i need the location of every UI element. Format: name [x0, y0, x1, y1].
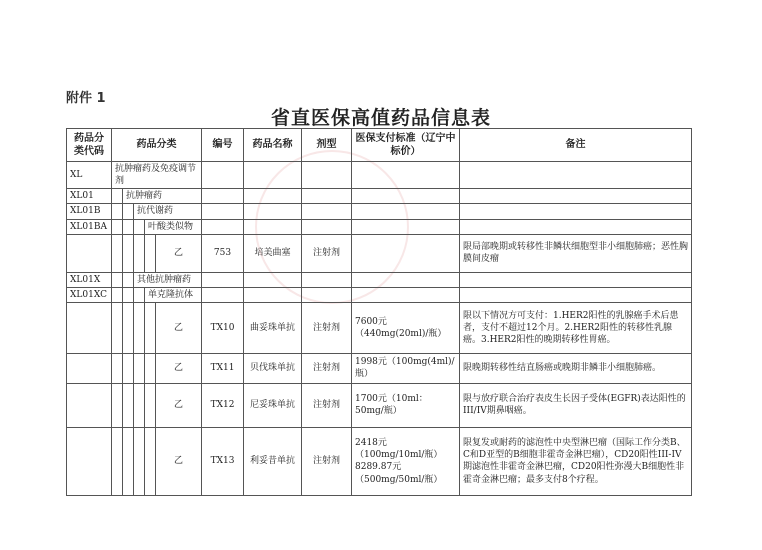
header-code: 药品分类代码	[67, 129, 112, 162]
code-cell: XL01	[67, 189, 112, 204]
drug-name-cell: 尼妥珠单抗	[244, 383, 302, 427]
table-row	[67, 162, 692, 189]
category-cell: 抗代谢药	[134, 204, 202, 219]
standard-cell: 1998元（100mg(4ml)/瓶）	[352, 353, 460, 383]
code-cell: XL	[67, 162, 112, 189]
table-header-row	[67, 129, 692, 162]
table-row	[67, 234, 692, 272]
grade-cell: 乙	[156, 234, 202, 272]
drug-name-cell: 贝伐珠单抗	[244, 353, 302, 383]
remarks-cell: 限以下情况方可支付：1.HER2阳性的乳腺癌手术后患者，支付不超过12个月。2.HER2阳性的转移性乳腺癌。3.HER2阳性的晚期转移性胃癌。	[460, 302, 692, 353]
code-cell: XL01X	[67, 272, 112, 287]
number-cell: TX10	[202, 302, 244, 353]
code-cell: XL01B	[67, 204, 112, 219]
drug-name-cell: 曲妥珠单抗	[244, 302, 302, 353]
form-cell: 注射剂	[302, 353, 352, 383]
standard-cell: 2418元（100mg/10ml/瓶）8289.87元（500mg/50ml/瓶）	[352, 427, 460, 495]
form-cell: 注射剂	[302, 302, 352, 353]
drug-info-table	[66, 128, 692, 496]
grade-cell: 乙	[156, 302, 202, 353]
page-title: 省直医保高值药品信息表	[270, 107, 491, 129]
drug-name-cell: 培美曲塞	[244, 234, 302, 272]
remarks-cell: 限复发或耐药的滤泡性中央型淋巴瘤（国际工作分类B、C和D亚型的B细胞非霍奇金淋巴瘤），CD20阳性III-IV期滤泡性非霍奇金淋巴瘤，CD20阳性弥漫大B细胞性非霍奇金淋巴瘤；最多支付8个疗程。	[460, 427, 692, 495]
remarks-cell: 限局部晚期或转移性非鳞状细胞型非小细胞肺癌；恶性胸膜间皮瘤	[460, 234, 692, 272]
table-row	[67, 204, 692, 219]
table-row	[67, 383, 692, 427]
grade-cell: 乙	[156, 383, 202, 427]
category-cell: 叶酸类似物	[145, 219, 202, 234]
code-cell: XL01BA	[67, 219, 112, 234]
number-cell: TX12	[202, 383, 244, 427]
number-cell: TX11	[202, 353, 244, 383]
form-cell: 注射剂	[302, 383, 352, 427]
number-cell: 753	[202, 234, 244, 272]
table-row	[67, 287, 692, 302]
table-row	[67, 219, 692, 234]
header-name: 药品名称	[244, 129, 302, 162]
category-cell: 抗肿瘤药	[123, 189, 202, 204]
attachment-label: 附件 1	[66, 91, 106, 106]
form-cell: 注射剂	[302, 234, 352, 272]
remarks-cell: 限与放疗联合治疗表皮生长因子受体(EGFR)表达阳性的III/IV期鼻咽癌。	[460, 383, 692, 427]
table-row	[67, 427, 692, 495]
table-row	[67, 272, 692, 287]
code-cell: XL01XC	[67, 287, 112, 302]
header-number: 编号	[202, 129, 244, 162]
table-row	[67, 302, 692, 353]
category-cell: 其他抗肿瘤药	[134, 272, 202, 287]
category-cell: 抗肿瘤药及免疫调节剂	[112, 162, 202, 189]
standard-cell: 7600元（440mg(20ml)/瓶）	[352, 302, 460, 353]
header-category: 药品分类	[112, 129, 202, 162]
drug-name-cell: 利妥昔单抗	[244, 427, 302, 495]
header-form: 剂型	[302, 129, 352, 162]
standard-cell: 1700元（10ml：50mg/瓶）	[352, 383, 460, 427]
category-cell: 单克隆抗体	[145, 287, 202, 302]
form-cell: 注射剂	[302, 427, 352, 495]
table-row	[67, 353, 692, 383]
header-standard: 医保支付标准（辽宁中标价）	[352, 129, 460, 162]
header-remarks: 备注	[460, 129, 692, 162]
remarks-cell: 限晚期转移性结直肠癌或晚期非鳞非小细胞肺癌。	[460, 353, 692, 383]
table-row	[67, 189, 692, 204]
grade-cell: 乙	[156, 427, 202, 495]
number-cell: TX13	[202, 427, 244, 495]
grade-cell: 乙	[156, 353, 202, 383]
